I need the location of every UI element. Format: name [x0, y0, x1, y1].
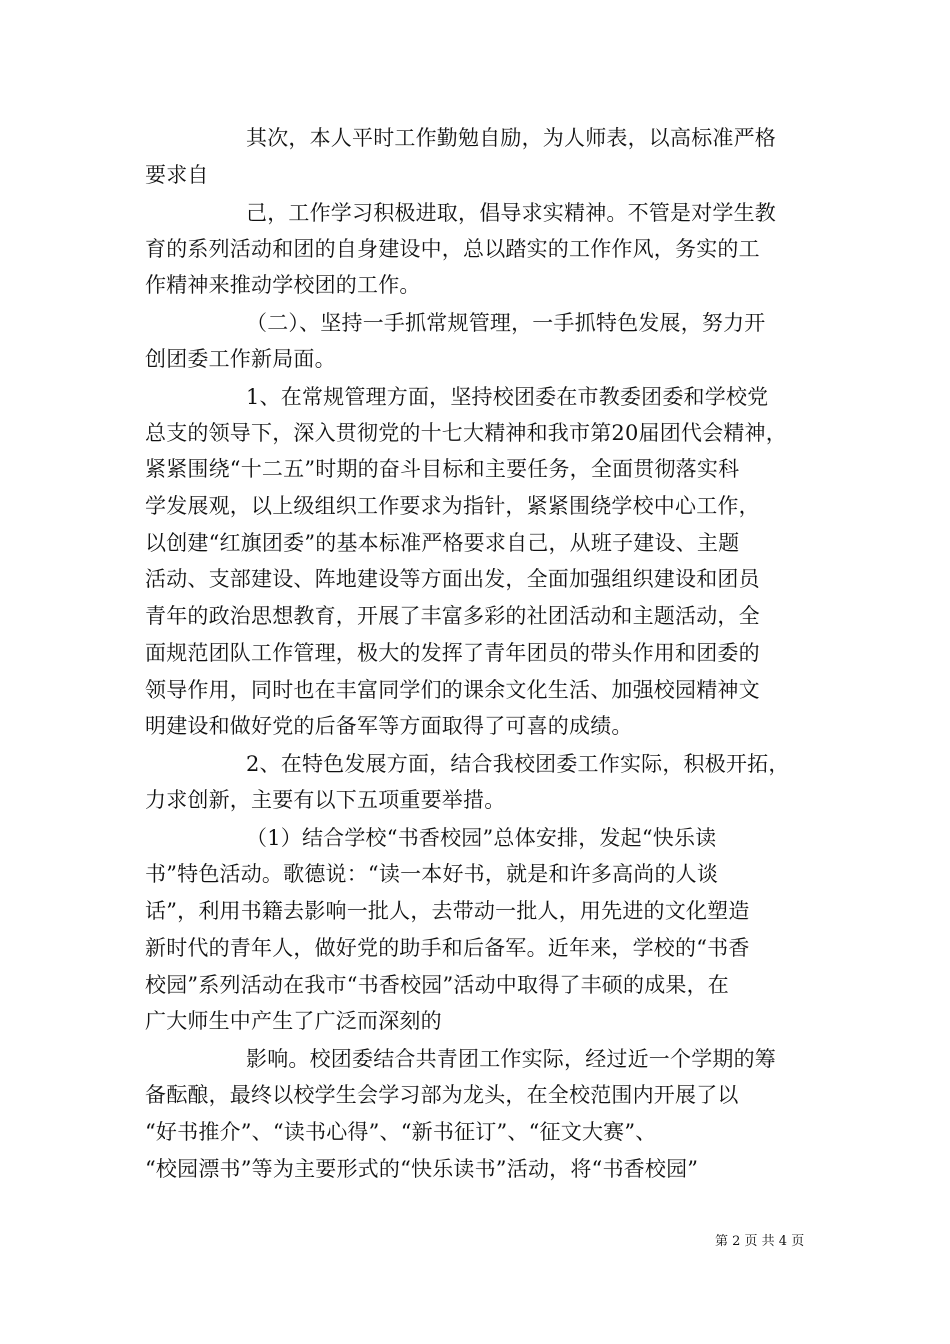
text-line: 其次，本人平时工作勤勉自励，为人师表，以高标准严格 — [246, 126, 776, 150]
text-line: 校园”系列活动在我市“书香校园”活动中取得了丰硕的成果，在 — [145, 973, 730, 997]
text-line: 总支的领导下，深入贯彻党的十七大精神和我市第20届团代会精神， — [145, 421, 787, 445]
text-line: 学发展观，以上级组织工作要求为指针，紧紧围绕学校中心工作， — [145, 494, 760, 518]
text-line: 作精神来推动学校团的工作。 — [145, 273, 421, 297]
text-line: 育的系列活动和团的自身建设中，总以踏实的工作作风，务实的工 — [145, 237, 760, 261]
text-line: 话”，利用书籍去影响一批人，去带动一批人，用先进的文化塑造 — [145, 899, 750, 923]
page-number-footer: 第 2 页 共 4 页 — [715, 1234, 805, 1249]
text-line: 2、在特色发展方面，结合我校团委工作实际，积极开拓， — [246, 752, 790, 776]
text-line: 紧紧围绕“十二五”时期的奋斗目标和主要任务，全面贯彻落实科 — [145, 457, 740, 481]
text-line: “校园漂书”等为主要形式的“快乐读书”活动，将“书香校园” — [145, 1157, 699, 1181]
text-line: 影响。校团委结合共青团工作实际，经过近一个学期的筹 — [246, 1047, 776, 1071]
text-line: 明建设和做好党的后备军等方面取得了可喜的成绩。 — [145, 714, 633, 738]
text-line: 新时代的青年人，做好党的助手和后备军。近年来，学校的“书香 — [145, 936, 750, 960]
text-line: 书”特色活动。歌德说：“读一本好书，就是和许多高尚的人谈 — [145, 862, 719, 886]
text-line: 创团委工作新局面。 — [145, 347, 336, 371]
text-line: “好书推介”、“读书心得”、“新书征订”、“征文大赛”、 — [145, 1120, 657, 1144]
text-line: 活动、支部建设、阵地建设等方面出发，全面加强组织建设和团员 — [145, 567, 760, 591]
text-line: 要求自 — [145, 163, 209, 187]
text-line: 领导作用，同时也在丰富同学们的课余文化生活、加强校园精神文 — [145, 678, 760, 702]
text-line: （1）结合学校“书香校园”总体安排，发起“快乐读 — [246, 826, 717, 850]
text-line: 广大师生中产生了广泛而深刻的 — [145, 1009, 442, 1033]
text-line: 以创建“红旗团委”的基本标准严格要求自己，从班子建设、主题 — [145, 531, 740, 555]
text-line: 力求创新，主要有以下五项重要举措。 — [145, 788, 506, 812]
text-line: 面规范团队工作管理，极大的发挥了青年团员的带头作用和团委的 — [145, 641, 760, 665]
text-line: 备酝酿，最终以校学生会学习部为龙头，在全校范围内开展了以 — [145, 1083, 739, 1107]
text-line: 己，工作学习积极进取，倡导求实精神。不管是对学生教 — [246, 201, 776, 225]
text-line: 青年的政治思想教育，开展了丰富多彩的社团活动和主题活动，全 — [145, 604, 760, 628]
text-line: （二）、坚持一手抓常规管理，一手抓特色发展，努力开 — [246, 311, 766, 335]
text-line: 1、在常规管理方面，坚持校团委在市教委团委和学校党 — [246, 385, 769, 409]
